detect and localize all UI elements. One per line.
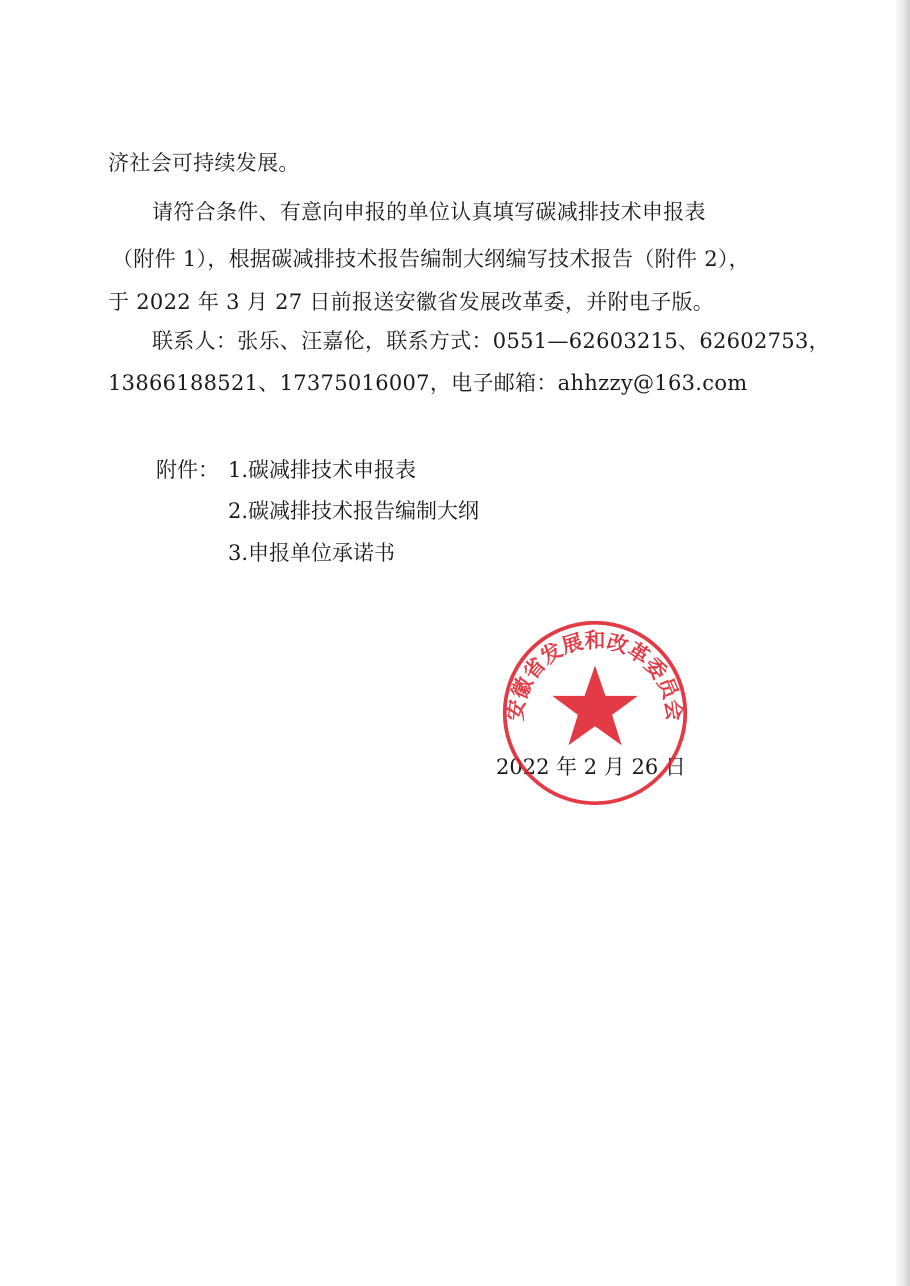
body-line-3: （附件 1），根据碳减排技术报告编制大纲编写技术报告（附件 2），: [112, 247, 750, 271]
seal-star-icon: [552, 666, 638, 746]
issue-date: 2022 年 2 月 26 日: [496, 755, 686, 779]
official-seal-icon: [500, 618, 690, 808]
attachment-item-3: 3.申报单位承诺书: [228, 541, 396, 565]
attachment-item-2: 2.碳减排技术报告编制大纲: [228, 499, 480, 523]
attachments-label: 附件：: [156, 458, 219, 482]
body-line-2: 请符合条件、有意向申报的单位认真填写碳减排技术申报表: [152, 200, 706, 224]
body-line-1: 济社会可持续发展。: [108, 151, 300, 175]
body-line-5: 联系人：张乐、汪嘉伦，联系方式：0551—62603215、62602753，: [152, 329, 830, 353]
seal-arc-text: 安徽省发展和改革委员会: [502, 627, 688, 722]
page-edge-shadow: [894, 0, 910, 1286]
attachment-item-1: 1.碳减排技术申报表: [228, 458, 417, 482]
body-line-6: 13866188521、17375016007，电子邮箱：ahhzzy@163.com: [108, 371, 748, 395]
body-line-4: 于 2022 年 3 月 27 日前报送安徽省发展改革委，并附电子版。: [108, 290, 715, 314]
